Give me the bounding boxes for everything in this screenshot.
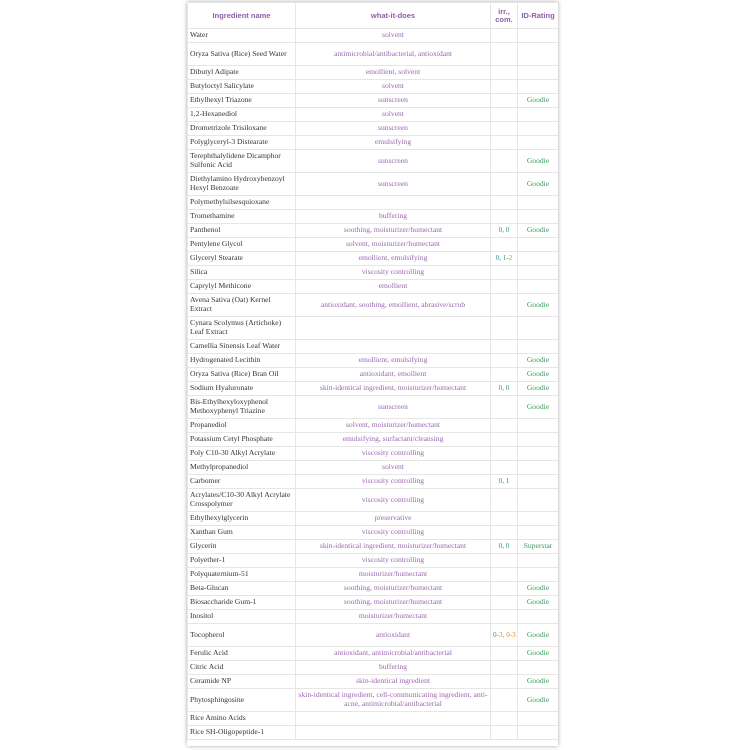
ingredient-name-cell[interactable]: Tromethamine: [188, 210, 296, 224]
irritancy-cell: [491, 661, 518, 675]
what-it-does-cell[interactable]: sunscreen: [296, 122, 491, 136]
ingredient-name-cell[interactable]: Pentylene Glycol: [188, 238, 296, 252]
ingredient-name-cell[interactable]: Biosaccharide Gum-1: [188, 596, 296, 610]
what-it-does-cell[interactable]: viscosity controlling: [296, 266, 491, 280]
irritancy-cell: [491, 382, 518, 396]
table-row: [188, 280, 559, 294]
what-it-does-cell[interactable]: viscosity controlling: [296, 554, 491, 568]
what-it-does-cell[interactable]: emulsifying: [296, 136, 491, 150]
irritancy-cell: [491, 447, 518, 461]
irritancy-cell: [491, 396, 518, 419]
ingredient-name-cell[interactable]: Oryza Sativa (Rice) Seed Water: [188, 43, 296, 66]
ingredient-name-cell[interactable]: Beta-Glucan: [188, 582, 296, 596]
table-row: [188, 568, 559, 582]
what-it-does-cell[interactable]: solvent, moisturizer/humectant: [296, 238, 491, 252]
irritancy-cell: [491, 43, 518, 66]
table-row: [188, 647, 559, 661]
ingredient-name-cell[interactable]: Bis-Ethylhexyloxyphenol Methoxyphenyl Triazine: [188, 396, 296, 419]
irritancy-value: 0, 0: [498, 226, 510, 235]
id-rating-cell: Goodie: [518, 582, 559, 596]
ingredient-name-cell[interactable]: Inositol: [188, 610, 296, 624]
table-row: [188, 447, 559, 461]
id-rating-cell: [518, 489, 559, 512]
what-it-does-cell[interactable]: sunscreen: [296, 150, 491, 173]
header-id-rating[interactable]: ID-Rating: [518, 3, 559, 29]
irritancy-cell: [491, 540, 518, 554]
irritancy-cell: [491, 512, 518, 526]
what-it-does-cell[interactable]: antioxidant, soothing, emollient, abrasive/scrub: [296, 294, 491, 317]
table-row: [188, 712, 559, 726]
table-row: [188, 317, 559, 340]
id-rating-cell: [518, 554, 559, 568]
irritancy-cell: [491, 354, 518, 368]
id-rating-cell: [518, 280, 559, 294]
id-rating-cell: Goodie: [518, 354, 559, 368]
irritancy-cell: [491, 252, 518, 266]
what-it-does-cell[interactable]: moisturizer/humectant: [296, 610, 491, 624]
what-it-does-cell[interactable]: viscosity controlling: [296, 489, 491, 512]
what-it-does-cell[interactable]: sunscreen: [296, 396, 491, 419]
ingredient-name-cell[interactable]: Ceramide NP: [188, 675, 296, 689]
id-rating-cell: [518, 136, 559, 150]
ingredient-name-cell[interactable]: Panthenol: [188, 224, 296, 238]
header-what-it-does[interactable]: what-it-does: [296, 3, 491, 29]
what-it-does-cell[interactable]: [296, 196, 491, 210]
irritancy-cell: [491, 726, 518, 740]
id-rating-cell: Goodie: [518, 294, 559, 317]
table-row: [188, 382, 559, 396]
table-row: [188, 122, 559, 136]
ingredient-name-cell[interactable]: Ethylhexyl Triazone: [188, 94, 296, 108]
ingredient-name-cell[interactable]: Diethylamino Hydroxybenzoyl Hexyl Benzoate: [188, 173, 296, 196]
table-row: [188, 173, 559, 196]
what-it-does-cell[interactable]: emollient, emulsifying: [296, 252, 491, 266]
id-rating-cell: [518, 43, 559, 66]
what-it-does-cell[interactable]: [296, 340, 491, 354]
irritancy-value: 0, 0: [498, 542, 510, 551]
table-header-row: [188, 3, 559, 29]
what-it-does-cell[interactable]: viscosity controlling: [296, 475, 491, 489]
table-row: [188, 196, 559, 210]
irritancy-cell: [491, 461, 518, 475]
table-row: [188, 396, 559, 419]
what-it-does-cell[interactable]: antioxidant: [296, 624, 491, 647]
what-it-does-cell[interactable]: antioxidant, antimicrobial/antibacterial: [296, 647, 491, 661]
ingredient-name-cell[interactable]: Methylpropanediol: [188, 461, 296, 475]
what-it-does-cell[interactable]: [296, 726, 491, 740]
id-rating-cell: [518, 447, 559, 461]
header-irritancy-comedogenicity[interactable]: irr., com.: [491, 3, 518, 29]
ingredient-name-cell[interactable]: Silica: [188, 266, 296, 280]
what-it-does-cell[interactable]: emollient, emulsifying: [296, 354, 491, 368]
irritancy-cell: [491, 108, 518, 122]
what-it-does-cell[interactable]: skin-identical ingredient, moisturizer/humectant: [296, 382, 491, 396]
ingredient-name-cell[interactable]: Drometrizole Trisiloxane: [188, 122, 296, 136]
id-rating-cell: Superstar: [518, 540, 559, 554]
what-it-does-cell[interactable]: solvent: [296, 80, 491, 94]
ingredient-name-cell[interactable]: Oryza Sativa (Rice) Bran Oil: [188, 368, 296, 382]
irritancy-cell: [491, 294, 518, 317]
ingredient-name-cell[interactable]: Glyceryl Stearate: [188, 252, 296, 266]
table-row: [188, 461, 559, 475]
table-row: [188, 340, 559, 354]
irritancy-high-value: 3, 0-3: [499, 630, 516, 639]
irritancy-cell: [491, 568, 518, 582]
what-it-does-cell[interactable]: viscosity controlling: [296, 526, 491, 540]
irritancy-cell: [491, 582, 518, 596]
what-it-does-cell[interactable]: solvent: [296, 29, 491, 43]
irritancy-cell: [491, 624, 518, 647]
irritancy-cell: [491, 210, 518, 224]
id-rating-cell: [518, 568, 559, 582]
ingredient-name-cell[interactable]: Polyether-1: [188, 554, 296, 568]
irritancy-cell: [491, 596, 518, 610]
ingredient-name-cell[interactable]: Tocopherol: [188, 624, 296, 647]
ingredient-name-cell[interactable]: Water: [188, 29, 296, 43]
irritancy-cell: [491, 675, 518, 689]
table-row: [188, 266, 559, 280]
irritancy-cell: [491, 340, 518, 354]
table-row: [188, 726, 559, 740]
what-it-does-cell[interactable]: sunscreen: [296, 94, 491, 108]
ingredient-name-cell[interactable]: Rice SH-Oligopeptide-1: [188, 726, 296, 740]
ingredient-name-cell[interactable]: Rice Amino Acids: [188, 712, 296, 726]
irritancy-cell: [491, 489, 518, 512]
irritancy-cell: [491, 224, 518, 238]
id-rating-cell: [518, 29, 559, 43]
irritancy-cell: [491, 280, 518, 294]
what-it-does-cell[interactable]: skin-identical ingredient, cell-communicating ingredient, anti-acne, antimicrobial/antibacterial: [296, 689, 491, 712]
what-it-does-cell[interactable]: skin-identical ingredient: [296, 675, 491, 689]
ingredient-name-cell[interactable]: Dibutyl Adipate: [188, 66, 296, 80]
table-row: [188, 29, 559, 43]
table-row: [188, 419, 559, 433]
table-row: [188, 354, 559, 368]
what-it-does-cell[interactable]: solvent, moisturizer/humectant: [296, 419, 491, 433]
what-it-does-cell[interactable]: emollient: [296, 280, 491, 294]
ingredient-name-cell[interactable]: Sodium Hyaluronate: [188, 382, 296, 396]
ingredient-name-cell[interactable]: Ethylhexylglycerin: [188, 512, 296, 526]
id-rating-cell: Goodie: [518, 596, 559, 610]
ingredient-name-cell[interactable]: Polyquaternium-51: [188, 568, 296, 582]
ingredient-name-cell[interactable]: Avena Sativa (Oat) Kernel Extract: [188, 294, 296, 317]
id-rating-cell: [518, 526, 559, 540]
irritancy-cell: [491, 475, 518, 489]
irritancy-cell: [491, 647, 518, 661]
irritancy-cell: [491, 712, 518, 726]
what-it-does-cell[interactable]: solvent: [296, 108, 491, 122]
id-rating-cell: [518, 512, 559, 526]
irritancy-cell: [491, 317, 518, 340]
what-it-does-cell[interactable]: emulsifying, surfactant/cleansing: [296, 433, 491, 447]
table-row: [188, 80, 559, 94]
ingredient-table: [187, 2, 558, 740]
what-it-does-cell[interactable]: soothing, moisturizer/humectant: [296, 224, 491, 238]
irritancy-cell: [491, 29, 518, 43]
table-row: [188, 224, 559, 238]
what-it-does-cell[interactable]: preservative: [296, 512, 491, 526]
table-row: [188, 108, 559, 122]
ingredient-name-cell[interactable]: Caprylyl Methicone: [188, 280, 296, 294]
id-rating-cell: [518, 252, 559, 266]
irritancy-cell: [491, 689, 518, 712]
what-it-does-cell[interactable]: antimicrobial/antibacterial, antioxidant: [296, 43, 491, 66]
irritancy-cell: [491, 433, 518, 447]
table-row: [188, 368, 559, 382]
table-row: [188, 624, 559, 647]
table-row: [188, 554, 559, 568]
id-rating-cell: [518, 108, 559, 122]
what-it-does-cell[interactable]: viscosity controlling: [296, 447, 491, 461]
id-rating-cell: Goodie: [518, 675, 559, 689]
irritancy-value: 0-: [493, 630, 499, 639]
table-row: [188, 94, 559, 108]
table-row: [188, 43, 559, 66]
id-rating-cell: [518, 266, 559, 280]
ingredient-name-cell[interactable]: Poly C10-30 Alkyl Acrylate: [188, 447, 296, 461]
id-rating-cell: [518, 340, 559, 354]
ingredient-name-cell[interactable]: Glycerin: [188, 540, 296, 554]
irritancy-cell: [491, 266, 518, 280]
irritancy-cell: [491, 196, 518, 210]
what-it-does-cell[interactable]: antioxidant, emollient: [296, 368, 491, 382]
id-rating-cell: [518, 210, 559, 224]
irritancy-cell: [491, 136, 518, 150]
irritancy-cell: [491, 554, 518, 568]
what-it-does-cell[interactable]: solvent: [296, 461, 491, 475]
what-it-does-cell[interactable]: [296, 712, 491, 726]
what-it-does-cell[interactable]: moisturizer/humectant: [296, 568, 491, 582]
irritancy-cell: [491, 526, 518, 540]
table-row: [188, 252, 559, 266]
what-it-does-cell[interactable]: sunscreen: [296, 173, 491, 196]
id-rating-cell: [518, 712, 559, 726]
header-ingredient-name[interactable]: Ingredient name: [188, 3, 296, 29]
id-rating-cell: [518, 433, 559, 447]
table-row: [188, 512, 559, 526]
table-row: [188, 661, 559, 675]
what-it-does-cell[interactable]: buffering: [296, 661, 491, 675]
ingredient-name-cell[interactable]: Citric Acid: [188, 661, 296, 675]
id-rating-cell: [518, 610, 559, 624]
id-rating-cell: [518, 475, 559, 489]
table-row: [188, 136, 559, 150]
table-row: [188, 210, 559, 224]
ingredient-name-cell[interactable]: Terephthalylidene Dicamphor Sulfonic Acid: [188, 150, 296, 173]
irritancy-cell: [491, 122, 518, 136]
table-row: [188, 66, 559, 80]
what-it-does-cell[interactable]: emollient, solvent: [296, 66, 491, 80]
ingredient-name-cell[interactable]: Butyloctyl Salicylate: [188, 80, 296, 94]
id-rating-cell: [518, 317, 559, 340]
ingredient-name-cell[interactable]: Potassium Cetyl Phosphate: [188, 433, 296, 447]
ingredient-name-cell[interactable]: Acrylates/C10-30 Alkyl Acrylate Crosspolymer: [188, 489, 296, 512]
irritancy-cell: [491, 173, 518, 196]
id-rating-cell: [518, 661, 559, 675]
id-rating-cell: [518, 419, 559, 433]
id-rating-cell: Goodie: [518, 689, 559, 712]
table-row: [188, 610, 559, 624]
id-rating-cell: [518, 726, 559, 740]
ingredient-name-cell[interactable]: Polymethylsilsesquioxane: [188, 196, 296, 210]
id-rating-cell: [518, 238, 559, 252]
ingredient-name-cell[interactable]: Phytosphingosine: [188, 689, 296, 712]
ingredient-name-cell[interactable]: Camellia Sinensis Leaf Water: [188, 340, 296, 354]
irritancy-cell: [491, 66, 518, 80]
id-rating-cell: Goodie: [518, 396, 559, 419]
ingredient-name-cell[interactable]: Carbomer: [188, 475, 296, 489]
table-row: [188, 582, 559, 596]
ingredient-name-cell[interactable]: Cynara Scolymus (Artichoke) Leaf Extract: [188, 317, 296, 340]
id-rating-cell: Goodie: [518, 150, 559, 173]
irritancy-value: 0, 1-: [495, 254, 509, 263]
table-row: [188, 238, 559, 252]
id-rating-cell: [518, 461, 559, 475]
table-row: [188, 675, 559, 689]
table-row: [188, 150, 559, 173]
id-rating-cell: Goodie: [518, 94, 559, 108]
irritancy-high-value: 2: [508, 254, 513, 263]
what-it-does-cell[interactable]: [296, 317, 491, 340]
id-rating-cell: Goodie: [518, 368, 559, 382]
what-it-does-cell[interactable]: soothing, moisturizer/humectant: [296, 582, 491, 596]
ingredient-name-cell[interactable]: 1,2-Hexanediol: [188, 108, 296, 122]
id-rating-cell: Goodie: [518, 624, 559, 647]
id-rating-cell: [518, 80, 559, 94]
ingredient-table-card: [187, 2, 558, 746]
what-it-does-cell[interactable]: skin-identical ingredient, moisturizer/humectant: [296, 540, 491, 554]
id-rating-cell: [518, 122, 559, 136]
table-row: [188, 433, 559, 447]
what-it-does-cell[interactable]: soothing, moisturizer/humectant: [296, 596, 491, 610]
irritancy-cell: [491, 80, 518, 94]
ingredient-name-cell[interactable]: Xanthan Gum: [188, 526, 296, 540]
table-row: [188, 596, 559, 610]
ingredient-name-cell[interactable]: Polyglyceryl-3 Distearate: [188, 136, 296, 150]
irritancy-cell: [491, 238, 518, 252]
id-rating-cell: Goodie: [518, 224, 559, 238]
what-it-does-cell[interactable]: buffering: [296, 210, 491, 224]
ingredient-name-cell[interactable]: Propanediol: [188, 419, 296, 433]
id-rating-cell: Goodie: [518, 382, 559, 396]
ingredient-name-cell[interactable]: Hydrogenated Lecithin: [188, 354, 296, 368]
irritancy-cell: [491, 150, 518, 173]
irritancy-cell: [491, 368, 518, 382]
table-row: [188, 489, 559, 512]
table-row: [188, 526, 559, 540]
table-row: [188, 475, 559, 489]
irritancy-cell: [491, 94, 518, 108]
irritancy-cell: [491, 610, 518, 624]
irritancy-value: 0, 1: [498, 477, 510, 486]
table-row: [188, 689, 559, 712]
id-rating-cell: [518, 66, 559, 80]
id-rating-cell: Goodie: [518, 173, 559, 196]
table-row: [188, 540, 559, 554]
irritancy-cell: [491, 419, 518, 433]
table-row: [188, 294, 559, 317]
id-rating-cell: Goodie: [518, 647, 559, 661]
irritancy-value: 0, 0: [498, 384, 510, 393]
id-rating-cell: [518, 196, 559, 210]
ingredient-name-cell[interactable]: Ferulic Acid: [188, 647, 296, 661]
